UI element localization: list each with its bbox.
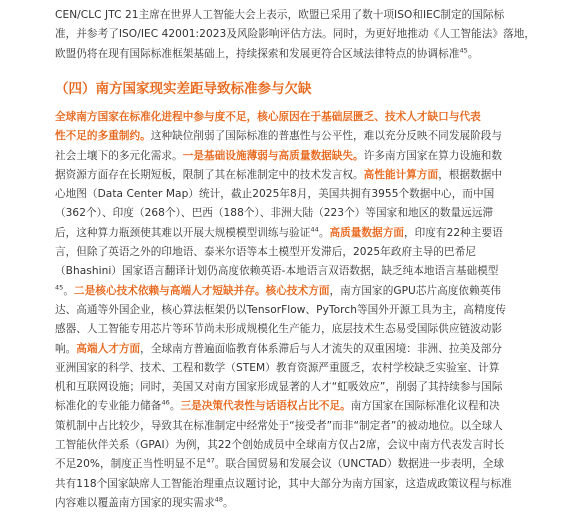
intro-line: 欧盟仍将在现有国际标准框架基础上，持续探索和发展更符合区域法律特点的协调标准$^{45}$。 bbox=[55, 46, 479, 60]
body-line: 心地图（Data Center Map）统计，截止2025年8月，美国共拥有3955个数据中心，而中国 bbox=[55, 188, 495, 201]
body-line: 工智能伙伴关系（GPAI）为例，其22个创始成员中全球南方仅占2席，会议中南方代表发言时长 bbox=[55, 439, 505, 452]
body-line: （Bhashini）国家语言翻译计划仍高度依赖英语-本地语言双语数据，缺乏纯本地语言基础模型 bbox=[55, 265, 499, 278]
intro-line: 准，并参考了ISO/IEC 42001:2023及风险影响评估方法。同时，为更好地推动《人工智能法》落地， bbox=[55, 28, 535, 41]
body-line: 共有118个国家缺席人工智能治理重点议题讨论，其中大部分为南方国家，这造成政策议程与标准 bbox=[55, 477, 512, 490]
body-paragraph bbox=[55, 108, 555, 513]
highlight-text: 高质量数据方面 bbox=[329, 226, 404, 239]
intro-paragraph bbox=[55, 6, 555, 64]
body-line: 机和互联网设施；同时，美国又对南方国家形成显著的人才“虹吸效应”，削弱了其持续参与国际 bbox=[55, 381, 503, 394]
highlight-text: 性不足的多重制约。 bbox=[55, 130, 151, 143]
body-line: 不足20%，制度正当性明显不足$^{47}$。联合国贸易和发展会议（UNCTAD）数据进一步表明，全球 bbox=[55, 456, 505, 471]
intro-line: CEN/CLC JTC 21主席在世界人工智能大会上表示，欧盟已采用了数十项ISO和IEC制定的国际标 bbox=[55, 9, 505, 21]
body-line: 策机制中占比较少，导致其在标准制定中经常处于“接受者”而非“制定者”的被动地位。以全球人 bbox=[55, 419, 503, 432]
footnote-ref: 48 bbox=[214, 495, 224, 504]
body-line: 言，但除了英语之外的印地语、泰米尔语等本土模型开发滞后，2025年政府主导的巴希尼 bbox=[55, 246, 476, 259]
body-line: 亚洲国家的科学、技术、工程和数学（STEM）教育资源严重匮乏，农村学校缺乏实验室、计算 bbox=[55, 361, 500, 374]
highlight-text: 一是基础设施薄弱与高质量数据缺失。 bbox=[182, 149, 364, 162]
body-line: 性不足的多重制约。这种缺位削弱了国际标准的普惠性与公平性，难以充分反映不同发展阶段与 bbox=[55, 130, 503, 143]
body-line: 标准化的专业能力储备$^{46}$。三是决策代表性与话语权占比不足。南方国家在国际标准化议程和决 bbox=[55, 398, 500, 413]
highlight-text: 高端人才方面 bbox=[76, 342, 141, 355]
footnote-ref: 46 bbox=[161, 398, 170, 407]
highlight-text: 三是决策代表性与话语权占比不足。 bbox=[180, 400, 351, 413]
body-line: 达、高通等外国企业，核心算法框架仍以TensorFlow、PyTorch等国外开源工具为主，高精度传 bbox=[55, 303, 507, 316]
highlight-text: 高性能计算方面 bbox=[363, 168, 439, 181]
footnote-ref: 47 bbox=[206, 456, 215, 465]
section-heading: （四）南方国家现实差距导致标准参与欠缺 bbox=[55, 81, 312, 97]
body-line: $^{45}$。二是核心技术依赖与高端人才短缺并存。核心技术方面，南方国家的GPU芯片高度依赖英伟 bbox=[55, 283, 501, 297]
body-line: 社会土壤下的多元化需求。一是基础设施薄弱与高质量数据缺失。许多南方国家在算力设施和数 bbox=[55, 149, 503, 162]
body-line: 后，这种算力瓶颈使其难以开展大规模模型训练与验证$^{44}$。高质量数据方面，印度有22种主要语 bbox=[55, 225, 503, 239]
footnote-ref: 45 bbox=[459, 46, 468, 55]
body-line bbox=[55, 108, 555, 127]
body-line: 感器、人工智能专用芯片等环节尚未形成规模化生产能力，底层技术生态易受国际供应链波动影 bbox=[55, 323, 503, 336]
highlight-text: 全球南方国家在标准化进程中参与度不足，核心原因在于基础层匮乏、技术人才缺口与代表 bbox=[55, 111, 481, 123]
body-line: 据资源方面存在长期短板，限制了其在标准制定中的技术发言权。高性能计算方面，根据数据中 bbox=[55, 168, 503, 181]
highlight-text: 二是核心技术依赖与高端人才短缺并存。核心技术方面 bbox=[74, 284, 330, 297]
body-line: 内容难以覆盖南方国家的现实需求$^{48}$。 bbox=[55, 495, 234, 509]
footnote-ref: 45 bbox=[55, 283, 64, 292]
body-line: 响。高端人才方面，全球南方普遍面临教育体系滞后与人才流失的双重困境：非洲、拉美及部分 bbox=[55, 342, 503, 355]
body-line: （362个）、印度（268个）、巴西（188个）、非洲大陆（223个）等国家和地区的数量远远滞 bbox=[55, 207, 494, 220]
footnote-ref: 44 bbox=[310, 225, 319, 234]
